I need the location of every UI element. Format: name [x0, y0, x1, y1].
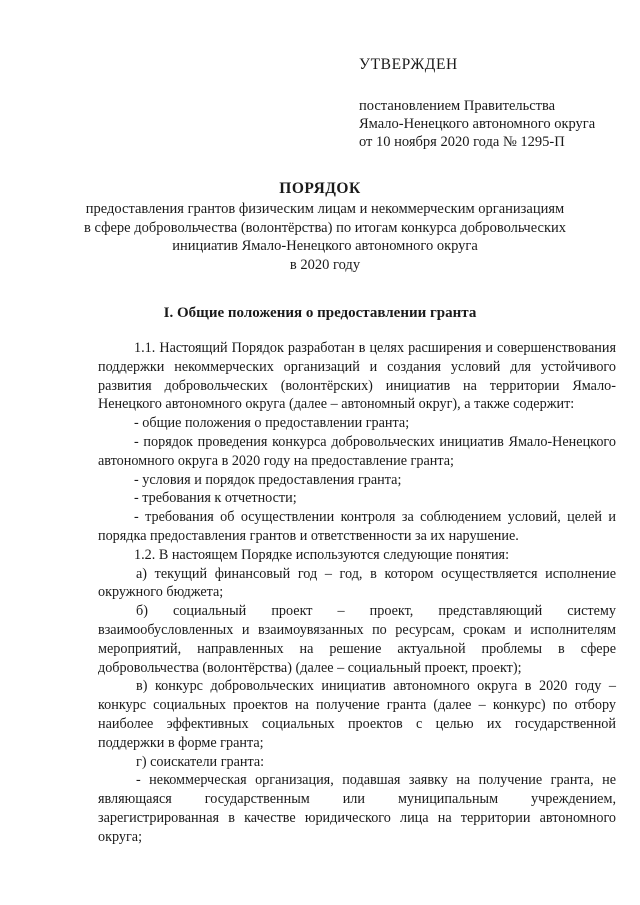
list-item: - порядок проведения конкурса добровольческих инициатив Ямало-Ненецкого автономного округа в 2020 году на предоставление гранта; — [98, 433, 616, 469]
document-title: ПОРЯДОК — [279, 180, 361, 197]
paragraph: 1.2. В настоящем Порядке используются следующие понятия: — [134, 546, 510, 563]
definition-item: г) соискатели гранта: — [136, 753, 265, 770]
approval-stamp: УТВЕРЖДЕН — [359, 56, 458, 73]
definition-item: а) текущий финансовый год – год, в котором осуществляется исполнение окружного бюджета; — [98, 565, 616, 601]
definition-item: в) конкурс добровольческих инициатив автономного округа в 2020 году – конкурс социальных проектов на получение гранта (далее – конкурс) по отбору наиболее эффективных социальных проектов с целью их государственной поддержки в форме гранта; — [98, 678, 616, 751]
list-item: - условия и порядок предоставления гранта; — [134, 471, 402, 488]
subtitle-line: предоставления грантов физическим лицам и некоммерческим организациям — [85, 201, 565, 217]
document-subtitle — [80, 200, 570, 274]
list-item: - требования к отчетности; — [134, 490, 297, 507]
subtitle-line: в 2020 году — [289, 256, 361, 273]
list-item: - требования об осуществлении контроля за соблюдением условий, целей и порядка предоставления грантов и ответственности за их нарушение. — [98, 509, 616, 544]
definition-item: б) социальный проект – проект, представляющий систему взаимообусловленных и взаимоувязанных по ресурсам, срокам и исполнителям мероприятий, направленных на решение актуальной проблемы в сфере добровольчества (волонтёрства) (далее – социальный проект, проект); — [98, 603, 616, 676]
subtitle-line: в сфере добровольчества (волонтёрства) по итогам конкурса добровольческих — [83, 219, 567, 236]
paragraph: 1.1. Настоящий Порядок разработан в целях расширения и совершенствования поддержки некоммерческих организаций и создания условий для устойчивого развития добровольческих (волонтёрских) инициатив на территории Ямало-Ненецкого автономного округа (далее – автономный округ), а также содержит: — [98, 340, 616, 413]
approval-line: Ямало-Ненецкого автономного округа — [359, 116, 596, 132]
list-item: - общие положения о предоставлении гранта; — [134, 415, 410, 432]
approval-block — [359, 56, 595, 151]
definition-item: - некоммерческая организация, подавшая заявку на получение гранта, не являющаяся государственным или муниципальным учреждением, зарегистрированная в качестве юридического лица на территории автономного округа; — [98, 772, 616, 845]
section-heading: I. Общие положения о предоставлении гранта — [163, 305, 477, 321]
document-body — [98, 339, 616, 847]
approval-line: от 10 ноября 2020 года № 1295-П — [359, 134, 565, 150]
approval-line: постановлением Правительства — [359, 98, 556, 114]
subtitle-line: инициатив Ямало-Ненецкого автономного округа — [172, 238, 478, 254]
